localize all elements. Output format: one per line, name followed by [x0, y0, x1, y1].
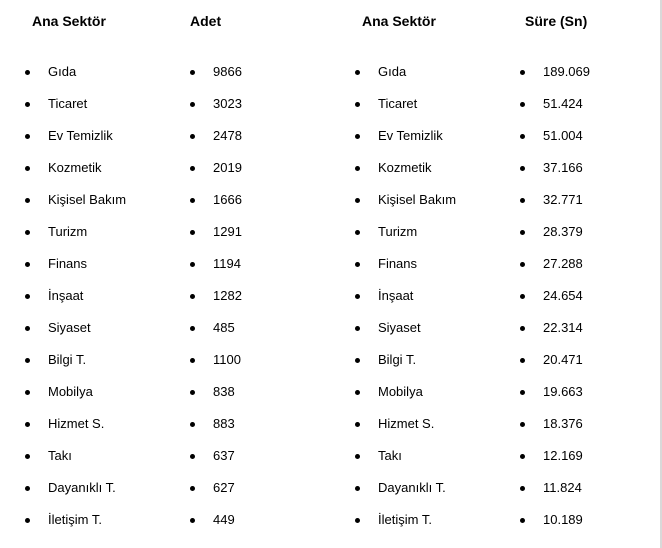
duration-value: 32.771	[543, 192, 583, 207]
left-sector-header: Ana Sektör	[32, 13, 106, 29]
bullet-icon	[520, 390, 525, 395]
count-value: 1282	[213, 288, 242, 303]
bullet-icon	[520, 518, 525, 523]
bullet-icon	[25, 390, 30, 395]
bullet-icon	[355, 390, 360, 395]
sector-name: Siyaset	[48, 320, 91, 335]
count-value: 1100	[213, 352, 241, 367]
bullet-icon	[190, 486, 195, 491]
duration-value: 18.376	[543, 416, 583, 431]
bullet-icon	[520, 486, 525, 491]
bullet-icon	[190, 262, 195, 267]
duration-value: 12.169	[543, 448, 583, 463]
bullet-icon	[355, 294, 360, 299]
duration-value: 37.166	[543, 160, 583, 175]
sector-name: Turizm	[48, 224, 88, 239]
bullet-icon	[520, 166, 525, 171]
sector-name: Mobilya	[48, 384, 93, 399]
count-value: 3023	[213, 96, 242, 111]
bullet-icon	[355, 134, 360, 139]
sector-name: Turizm	[378, 224, 418, 239]
bullet-icon	[25, 486, 30, 491]
bullet-icon	[355, 486, 360, 491]
count-value: 627	[213, 480, 235, 495]
bullet-icon	[520, 70, 525, 75]
sector-name: İnşaat	[378, 288, 414, 303]
sector-name: Siyaset	[378, 320, 421, 335]
bullet-icon	[520, 134, 525, 139]
sector-name: Hizmet S.	[48, 416, 105, 431]
bullet-icon	[520, 358, 525, 363]
sector-name: Kozmetik	[48, 160, 102, 175]
duration-value: 51.004	[543, 128, 583, 143]
count-value: 2019	[213, 160, 242, 175]
left-count-header: Adet	[190, 13, 222, 29]
bullet-icon	[190, 70, 195, 75]
bullet-icon	[190, 518, 195, 523]
bullet-icon	[190, 102, 195, 107]
sector-name: Ev Temizlik	[48, 128, 113, 143]
duration-value: 20.471	[543, 352, 583, 367]
duration-value: 28.379	[543, 224, 583, 239]
bullet-icon	[355, 70, 360, 75]
bullet-icon	[25, 358, 30, 363]
sector-name: Ev Temizlik	[378, 128, 443, 143]
count-value: 883	[213, 416, 235, 431]
sector-name: Ticaret	[378, 96, 418, 111]
sector-name: Bilgi T.	[48, 352, 87, 367]
sector-name: Gıda	[378, 64, 407, 79]
bullet-icon	[190, 326, 195, 331]
bullet-icon	[355, 102, 360, 107]
sector-name: Kişisel Bakım	[48, 192, 127, 207]
bullet-icon	[520, 262, 525, 267]
bullet-icon	[25, 166, 30, 171]
sector-name: Finans	[378, 256, 418, 271]
bullet-icon	[25, 422, 30, 427]
duration-value: 11.824	[543, 480, 582, 495]
bullet-icon	[190, 198, 195, 203]
sector-name: Gıda	[48, 64, 77, 79]
bullet-icon	[25, 102, 30, 107]
bullet-icon	[355, 454, 360, 459]
bullet-icon	[355, 518, 360, 523]
sector-name: Mobilya	[378, 384, 423, 399]
bullet-icon	[190, 390, 195, 395]
bullet-icon	[25, 326, 30, 331]
bullet-icon	[25, 134, 30, 139]
sector-name: Ticaret	[48, 96, 88, 111]
duration-value: 189.069	[543, 64, 590, 79]
bullet-icon	[520, 230, 525, 235]
bullet-icon	[190, 166, 195, 171]
duration-value: 27.288	[543, 256, 583, 271]
bullet-icon	[190, 230, 195, 235]
bullet-icon	[520, 454, 525, 459]
sector-name: Bilgi T.	[378, 352, 417, 367]
bullet-icon	[190, 422, 195, 427]
bullet-icon	[355, 262, 360, 267]
duration-value: 22.314	[543, 320, 583, 335]
sector-name: İletişim T.	[378, 512, 432, 527]
duration-value: 19.663	[543, 384, 583, 399]
right-duration-header: Süre (Sn)	[525, 13, 588, 29]
sector-name: İnşaat	[48, 288, 84, 303]
bullet-icon	[520, 294, 525, 299]
right-sector-header: Ana Sektör	[362, 13, 436, 29]
bullet-icon	[520, 422, 525, 427]
bullet-icon	[25, 454, 30, 459]
bullet-icon	[25, 518, 30, 523]
bullet-icon	[190, 134, 195, 139]
sector-name: İletişim T.	[48, 512, 102, 527]
bullet-icon	[355, 230, 360, 235]
bullet-icon	[355, 198, 360, 203]
duration-value: 10.189	[543, 512, 583, 527]
count-value: 2478	[213, 128, 242, 143]
bullet-icon	[190, 358, 195, 363]
count-value: 1666	[213, 192, 242, 207]
sector-name: Kişisel Bakım	[378, 192, 457, 207]
count-value: 1194	[213, 256, 241, 271]
bullet-icon	[355, 166, 360, 171]
sector-name: Dayanıklı T.	[48, 480, 116, 495]
bullet-icon	[520, 102, 525, 107]
sector-name: Hizmet S.	[378, 416, 435, 431]
sector-name: Takı	[378, 448, 402, 463]
duration-value: 51.424	[543, 96, 583, 111]
count-value: 838	[213, 384, 235, 399]
bullet-icon	[25, 294, 30, 299]
count-value: 485	[213, 320, 235, 335]
bullet-icon	[25, 230, 30, 235]
sector-name: Kozmetik	[378, 160, 432, 175]
sector-name: Dayanıklı T.	[378, 480, 446, 495]
count-value: 637	[213, 448, 235, 463]
bullet-icon	[355, 326, 360, 331]
bullet-icon	[25, 70, 30, 75]
bullet-icon	[190, 454, 195, 459]
count-value: 9866	[213, 64, 242, 79]
bullet-icon	[355, 358, 360, 363]
bullet-icon	[355, 422, 360, 427]
duration-value: 24.654	[543, 288, 583, 303]
sector-name: Takı	[48, 448, 72, 463]
bullet-icon	[520, 326, 525, 331]
bullet-icon	[190, 294, 195, 299]
count-value: 449	[213, 512, 235, 527]
bullet-icon	[25, 198, 30, 203]
bullet-icon	[25, 262, 30, 267]
bullet-icon	[520, 198, 525, 203]
count-value: 1291	[213, 224, 242, 239]
sector-name: Finans	[48, 256, 88, 271]
